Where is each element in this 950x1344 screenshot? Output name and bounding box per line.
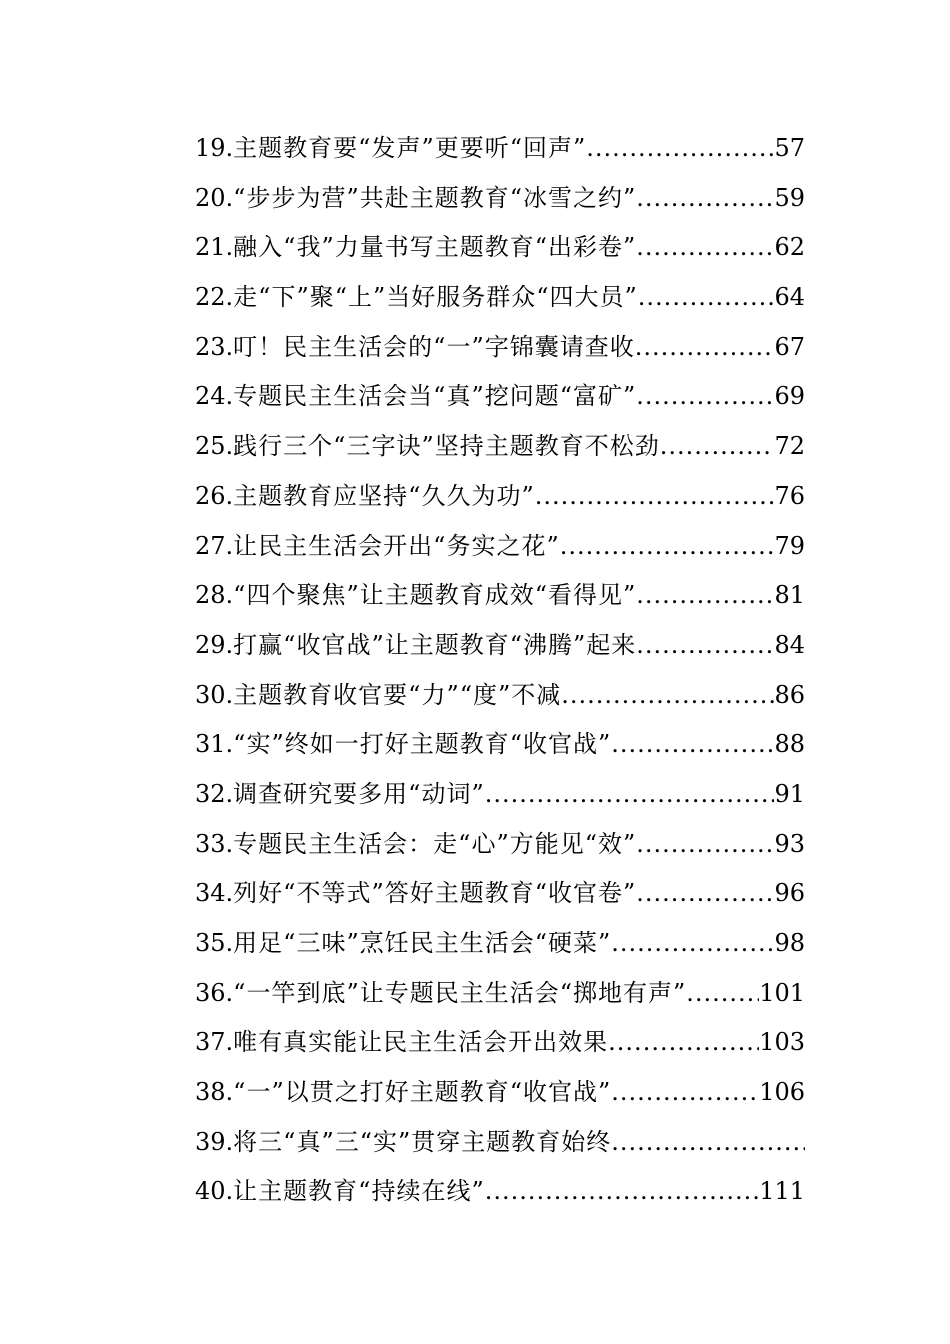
toc-entry[interactable]	[195, 770, 805, 820]
toc-entry-page: 111	[759, 1177, 805, 1206]
toc-entry-number: 40.	[195, 1177, 234, 1206]
toc-entry[interactable]	[195, 472, 805, 522]
toc-dot-leader	[611, 919, 774, 969]
toc-entry-title: 叮！民主生活会的“一”字锦囊请查收	[233, 332, 635, 361]
toc-dot-leader	[635, 323, 775, 373]
toc-entry-number: 24.	[195, 382, 234, 411]
toc-entry-title: “一竿到底”让专题民主生活会“掷地有声”	[233, 978, 687, 1007]
toc-dot-leader	[611, 720, 774, 770]
toc-entry[interactable]	[195, 571, 805, 621]
toc-dot-leader	[561, 671, 774, 721]
toc-entry-title: 走“下”聚“上”当好服务群众“四大员”	[233, 283, 638, 312]
toc-entry-title: 专题民主生活会：走“心”方能见“效”	[233, 829, 637, 858]
toc-entry-page: 86	[774, 680, 805, 709]
toc-entry-title: 将三“真”三“实”贯穿主题教育始终	[233, 1127, 612, 1156]
toc-entry[interactable]	[195, 1068, 805, 1118]
toc-entry-title: 列好“不等式”答好主题教育“收官卷”	[233, 879, 637, 908]
toc-entry-number: 28.	[195, 581, 234, 610]
toc-dot-leader	[608, 1018, 759, 1068]
toc-entry-number: 31.	[195, 730, 234, 759]
toc-entry-number: 37.	[195, 1028, 234, 1057]
table-of-contents	[195, 124, 805, 1217]
toc-dot-leader	[485, 770, 775, 820]
toc-dot-leader	[636, 223, 774, 273]
toc-entry-number: 22.	[195, 283, 234, 312]
toc-entry[interactable]	[195, 124, 805, 174]
toc-dot-leader	[636, 571, 774, 621]
toc-entry-page: 69	[774, 382, 805, 411]
toc-dot-leader	[636, 174, 774, 224]
toc-entry-number: 25.	[195, 432, 234, 461]
toc-entry-title: 融入“我”力量书写主题教育“出彩卷”	[233, 233, 637, 262]
toc-dot-leader	[535, 472, 775, 522]
toc-entry-title: 践行三个“三字诀”坚持主题教育不松劲	[233, 432, 660, 461]
toc-entry-title: “步步为营”共赴主题教育“冰雪之约”	[233, 183, 637, 212]
toc-entry-title: “一”以贯之打好主题教育“收官战”	[233, 1078, 612, 1107]
toc-entry-page: 62	[774, 233, 805, 262]
toc-entry[interactable]	[195, 174, 805, 224]
toc-dot-leader	[485, 1167, 759, 1217]
toc-dot-leader	[636, 820, 774, 870]
toc-entry-page: 64	[774, 283, 805, 312]
toc-dot-leader	[611, 1068, 759, 1118]
toc-entry-page: 79	[774, 531, 805, 560]
toc-entry-number: 32.	[195, 779, 234, 808]
toc-entry-title: 主题教育要“发声”更要听“回声”	[233, 134, 587, 162]
toc-entry-title: “四个聚焦”让主题教育成效“看得见”	[233, 581, 637, 610]
toc-entry-number: 19.	[195, 134, 234, 162]
toc-entry-page: 101	[759, 978, 805, 1007]
toc-entry[interactable]	[195, 621, 805, 671]
toc-dot-leader	[560, 522, 775, 572]
toc-entry[interactable]	[195, 969, 805, 1019]
toc-entry-page: 76	[774, 481, 805, 510]
toc-entry[interactable]	[195, 323, 805, 373]
toc-entry-title: “实”终如一打好主题教育“收官战”	[233, 730, 612, 759]
toc-entry-number: 21.	[195, 233, 234, 262]
toc-entry-page: 96	[774, 879, 805, 908]
toc-entry-number: 29.	[195, 630, 234, 659]
toc-entry-page: 81	[774, 581, 805, 610]
toc-dot-leader	[586, 124, 774, 174]
toc-entry-title: 专题民主生活会当“真”挖问题“富矿”	[233, 382, 637, 411]
toc-entry[interactable]	[195, 919, 805, 969]
toc-entry-page: 91	[774, 779, 805, 808]
toc-entry[interactable]	[195, 422, 805, 472]
toc-entry[interactable]	[195, 820, 805, 870]
toc-entry-number: 20.	[195, 183, 234, 212]
toc-entry[interactable]	[195, 223, 805, 273]
toc-entry[interactable]	[195, 720, 805, 770]
toc-entry[interactable]	[195, 869, 805, 919]
toc-entry-page: 103	[759, 1028, 805, 1057]
toc-entry-number: 38.	[195, 1078, 234, 1107]
toc-dot-leader	[636, 869, 774, 919]
toc-dot-leader	[611, 1118, 805, 1168]
toc-entry-title: 让民主生活会开出“务实之花”	[233, 531, 560, 560]
toc-entry-page: 72	[774, 432, 805, 461]
toc-entry-number: 30.	[195, 680, 234, 709]
toc-dot-leader	[636, 621, 774, 671]
toc-entry-number: 23.	[195, 332, 234, 361]
toc-entry[interactable]	[195, 671, 805, 721]
toc-entry[interactable]	[195, 372, 805, 422]
toc-entry-page: 106	[759, 1078, 805, 1107]
toc-entry[interactable]	[195, 1167, 805, 1217]
toc-entry[interactable]	[195, 1018, 805, 1068]
toc-dot-leader	[636, 372, 774, 422]
toc-entry-page: 88	[774, 730, 805, 759]
toc-entry-page: 59	[774, 183, 805, 212]
toc-dot-leader	[638, 273, 775, 323]
toc-entry-title: 让主题教育“持续在线”	[233, 1177, 485, 1206]
toc-entry-title: 调查研究要多用“动词”	[233, 779, 485, 808]
toc-entry-page: 93	[774, 829, 805, 858]
toc-entry-number: 35.	[195, 929, 234, 957]
toc-entry-page: 84	[774, 630, 805, 659]
toc-entry-title: 用足“三味”烹饪民主生活会“硬菜”	[233, 929, 612, 957]
toc-entry-number: 36.	[195, 978, 234, 1007]
toc-dot-leader	[660, 422, 775, 472]
toc-entry-number: 27.	[195, 531, 234, 560]
toc-entry-number: 26.	[195, 481, 234, 510]
toc-entry-page: 57	[774, 134, 805, 162]
toc-entry-title: 打赢“收官战”让主题教育“沸腾”起来	[233, 630, 637, 659]
toc-entry-number: 34.	[195, 879, 234, 908]
toc-entry-title: 主题教育收官要“力”“度”不减	[233, 680, 562, 709]
toc-dot-leader	[686, 969, 759, 1019]
toc-entry-number: 33.	[195, 829, 234, 858]
toc-entry-page: 98	[774, 929, 805, 957]
toc-entry-number: 39.	[195, 1127, 234, 1156]
toc-entry[interactable]	[195, 1118, 805, 1168]
toc-entry-title: 唯有真实能让民主生活会开出效果	[233, 1028, 609, 1057]
toc-entry[interactable]	[195, 522, 805, 572]
toc-entry-page: 67	[774, 332, 805, 361]
toc-entry[interactable]	[195, 273, 805, 323]
toc-entry-title: 主题教育应坚持“久久为功”	[233, 481, 535, 510]
